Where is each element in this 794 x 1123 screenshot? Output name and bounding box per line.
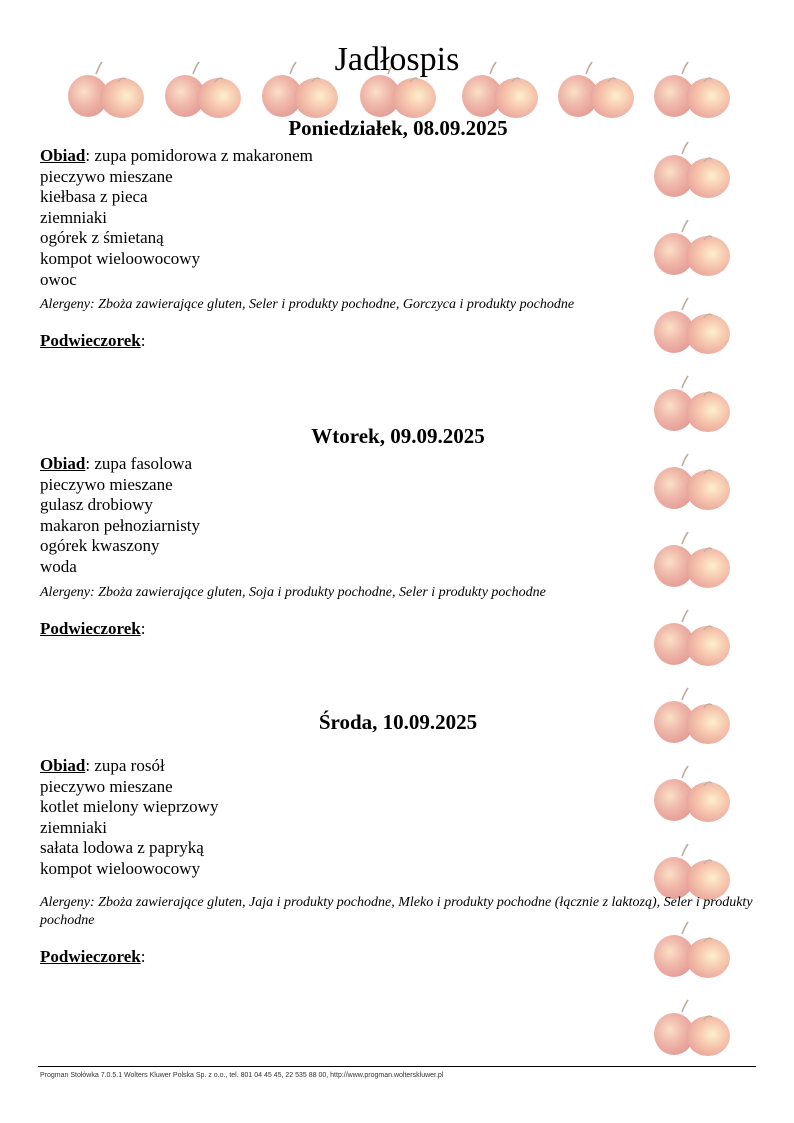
footer-text: Progman Stołówka 7.0.5.1 Wolters Kluwer Polska Sp. z o.o., tel. 801 04 45 45, 22 535 88 00, http://www.progman.wolterskluwer.pl [40,1072,444,1079]
menu-item-text: zupa rosół [94,756,165,775]
menu-item: kotlet mielony wieprzowy [40,797,219,817]
allergens-note: Alergeny: Zboża zawierające gluten, Seler i produkty pochodne, Gorczyca i produkty pochodne [40,297,575,313]
page-title: Jadłospis [334,41,460,78]
menu-item: kompot wieloowocowy [40,248,201,268]
day-section-tuesday [40,424,760,639]
meal-label: Obiad [40,146,86,165]
day-heading: Wtorek, 09.09.2025 [311,424,485,448]
menu-item: ziemniaki [40,817,108,837]
lunch-menu [40,146,760,290]
menu-item-text: zupa pomidorowa z makaronem [94,146,313,165]
day-heading: Poniedziałek, 08.09.2025 [288,116,508,140]
footer-divider [38,1066,756,1067]
allergens-note: Alergeny: Zboża zawierające gluten, Soja i produkty pochodne, Seler i produkty pochodne [40,584,546,600]
allergens-note: Alergeny: Zboża zawierające gluten, Jaja i produkty pochodne, Mleko i produkty pochodne (łącznie z laktozą), Seler i produkty pochodne [40,894,753,928]
menu-item: owoc [40,269,77,289]
menu-item: ogórek z śmietaną [40,228,164,248]
snack-row: Podwieczorek: [40,331,146,351]
menu-item: makaron pełnoziarnisty [40,515,201,535]
snack-label: Podwieczorek [40,946,141,966]
menu-item: Obiad: zupa pomidorowa z makaronem [40,146,313,165]
menu-item: pieczywo mieszane [40,776,173,796]
menu-item: Obiad: zupa rosół [40,756,165,775]
snack-label: Podwieczorek [40,331,141,351]
menu-item: gulasz drobiowy [40,495,153,515]
day-section-monday [40,116,760,351]
meal-label: Obiad [40,454,86,473]
menu-item: Obiad: zupa fasolowa [40,454,193,473]
day-section-wednesday [40,710,760,967]
lunch-menu [40,454,760,578]
menu-item: pieczywo mieszane [40,474,173,494]
menu-item: ziemniaki [40,207,108,227]
menu-item-text: zupa fasolowa [94,454,193,473]
day-heading: Środa, 10.09.2025 [318,710,478,734]
snack-row: Podwieczorek: [40,946,146,966]
menu-item: kiełbasa z pieca [40,187,148,207]
menu-item: woda [40,556,77,576]
menu-item: pieczywo mieszane [40,166,173,186]
snack-row: Podwieczorek: [40,618,146,638]
menu-item: ogórek kwaszony [40,536,160,556]
menu-item: kompot wieloowocowy [40,858,201,878]
menu-item: sałata lodowa z papryką [40,838,204,858]
apple-pair-icon [652,998,732,1058]
lunch-menu [40,756,760,880]
meal-label: Obiad [40,756,86,775]
snack-label: Podwieczorek [40,618,141,638]
